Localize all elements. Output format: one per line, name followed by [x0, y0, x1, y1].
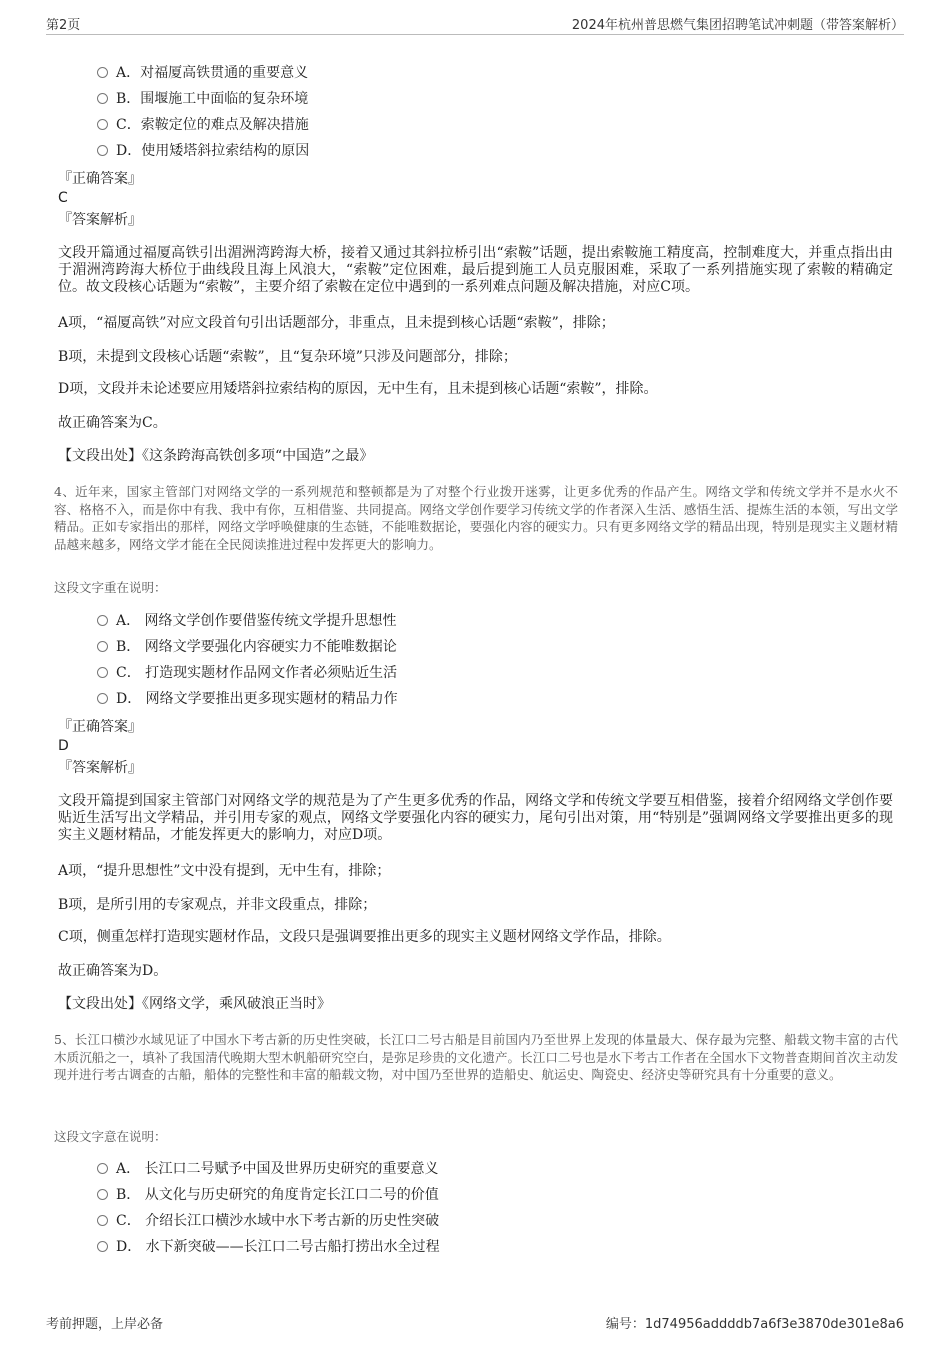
radio-icon[interactable]: [97, 1163, 108, 1174]
q4-answer-label: 『正确答案』: [58, 719, 142, 735]
q5-option-c[interactable]: C． 介绍长江口横沙水域中水下考古新的历史性突破: [97, 1212, 439, 1230]
q3-analysis-label: 『答案解析』: [58, 212, 142, 228]
page-number: 第2页: [46, 18, 81, 33]
radio-icon[interactable]: [97, 145, 108, 156]
radio-icon[interactable]: [97, 693, 108, 704]
q3-answer: C: [58, 190, 68, 206]
q3-source: 【文段出处】《这条跨海高铁创多项“中国造”之最》: [58, 448, 374, 464]
radio-icon[interactable]: [97, 641, 108, 652]
q4-option-a[interactable]: A． 网络文学创作要借鉴传统文学提升思想性: [97, 612, 397, 630]
q4-stem: 4、近年来，国家主管部门对网络文学的一系列规范和整顿都是为了对整个行业拨开迷雾，让更多优秀的作品产生。网络文学和传统文学并不是水火不容、格格不入，而是你中有我、我中有你，互相借鉴、共同提高。网络文学创作要学习传统文学的作者深入生活、感悟生活、提炼生活的本领，写出文学精品。正如专家指出的那样，网络文学呼唤健康的生态链，不能唯数据论，要强化内容的硬实力。只有更多网络文学的精品出现，特别是现实主义题材精品越来越多，网络文学才能在全民阅读推进过程中发挥更大的影响力。: [54, 484, 898, 552]
footer-slogan: 考前押题，上岸必备: [46, 1317, 164, 1332]
q5-option-a[interactable]: A． 长江口二号赋予中国及世界历史研究的重要意义: [97, 1160, 439, 1178]
q4-analysis-label: 『答案解析』: [58, 760, 142, 776]
document-id: 编号：1d74956addddb7a6f3e3870de301e8a6: [605, 1317, 904, 1332]
radio-icon[interactable]: [97, 1189, 108, 1200]
document-title: 2024年杭州普思燃气集团招聘笔试冲刺题（带答案解析）: [571, 18, 904, 33]
q4-analysis-item: B项，是所引用的专家观点，并非文段重点，排除；: [58, 897, 377, 913]
q5-option-d[interactable]: D． 水下新突破——长江口二号古船打捞出水全过程: [97, 1238, 440, 1256]
q4-option-c[interactable]: C． 打造现实题材作品网文作者必须贴近生活: [97, 664, 397, 682]
radio-icon[interactable]: [97, 67, 108, 78]
q4-prompt: 这段文字重在说明：: [54, 580, 167, 595]
q4-source: 【文段出处】《网络文学，乘风破浪正当时》: [58, 996, 331, 1012]
q4-option-d[interactable]: D． 网络文学要推出更多现实题材的精品力作: [97, 690, 398, 708]
q3-conclusion: 故正确答案为C。: [58, 415, 167, 431]
q3-option-c[interactable]: C．索鞍定位的难点及解决措施: [97, 116, 309, 134]
radio-icon[interactable]: [97, 1241, 108, 1252]
radio-icon[interactable]: [97, 1215, 108, 1226]
q3-analysis-item: B项，未提到文段核心话题“索鞍”，且“复杂环境”只涉及问题部分，排除；: [58, 349, 517, 365]
q3-analysis-item: D项，文段并未论述要应用矮塔斜拉索结构的原因，无中生有，且未提到核心话题“索鞍”，排除。: [58, 381, 658, 397]
page-header: [46, 12, 904, 35]
radio-icon[interactable]: [97, 93, 108, 104]
radio-icon[interactable]: [97, 667, 108, 678]
q4-analysis-item: C项，侧重怎样打造现实题材作品，文段只是强调要推出更多的现实主义题材网络文学作品，排除。: [58, 929, 671, 945]
q5-prompt: 这段文字意在说明：: [54, 1129, 167, 1144]
q3-analysis: 文段开篇通过福厦高铁引出湄洲湾跨海大桥，接着又通过其斜拉桥引出“索鞍”话题，提出索鞍施工精度高，控制难度大，并重点指出由于湄洲湾跨海大桥位于曲线段且海上风浪大，“索鞍”定位困难，最后提到施工人员克服困难，采取了一系列措施实现了索鞍的精确定位。故文段核心话题为“索鞍”，主要介绍了索鞍在定位中遇到的一系列难点问题及解决措施，对应C项。: [58, 245, 893, 295]
page-footer: [46, 1313, 904, 1333]
q3-answer-label: 『正确答案』: [58, 171, 142, 187]
radio-icon[interactable]: [97, 615, 108, 626]
q3-option-a[interactable]: A．对福厦高铁贯通的重要意义: [97, 64, 308, 82]
radio-icon[interactable]: [97, 119, 108, 130]
q4-answer: D: [58, 738, 69, 754]
q3-analysis-item: A项，“福厦高铁”对应文段首句引出话题部分，非重点，且未提到核心话题“索鞍”，排除；: [58, 315, 615, 331]
q4-conclusion: 故正确答案为D。: [58, 963, 168, 979]
q4-analysis-item: A项，“提升思想性”文中没有提到，无中生有，排除；: [58, 863, 391, 879]
q3-option-b[interactable]: B．围堰施工中面临的复杂环境: [97, 90, 308, 108]
q5-stem: 5、长江口横沙水域见证了中国水下考古新的历史性突破，长江口二号古船是目前国内乃至世界上发现的体量最大、保存最为完整、船载文物丰富的古代木质沉船之一，填补了我国清代晚期大型木帆船研究空白，是弥足珍贵的文化遗产。长江口二号也是水下考古工作者在全国水下文物普查期间首次主动发现并进行考古调查的古船，船体的完整性和丰富的船载文物，对中国乃至世界的造船史、航运史、陶瓷史、经济史等研究具有十分重要的意义。: [54, 1032, 898, 1082]
q3-option-d[interactable]: D．使用矮塔斜拉索结构的原因: [97, 142, 309, 160]
q5-option-b[interactable]: B． 从文化与历史研究的角度肯定长江口二号的价值: [97, 1186, 439, 1204]
q4-analysis: 文段开篇提到国家主管部门对网络文学的规范是为了产生更多优秀的作品，网络文学和传统文学要互相借鉴，接着介绍网络文学创作要贴近生活写出文学精品，并引用专家的观点，网络文学要强化内容的硬实力，尾句引出对策，用“特别是”强调网络文学要推出更多的现实主义题材精品，才能发挥更大的影响力，对应D项。: [58, 793, 893, 843]
q4-option-b[interactable]: B． 网络文学要强化内容硬实力不能唯数据论: [97, 638, 397, 656]
